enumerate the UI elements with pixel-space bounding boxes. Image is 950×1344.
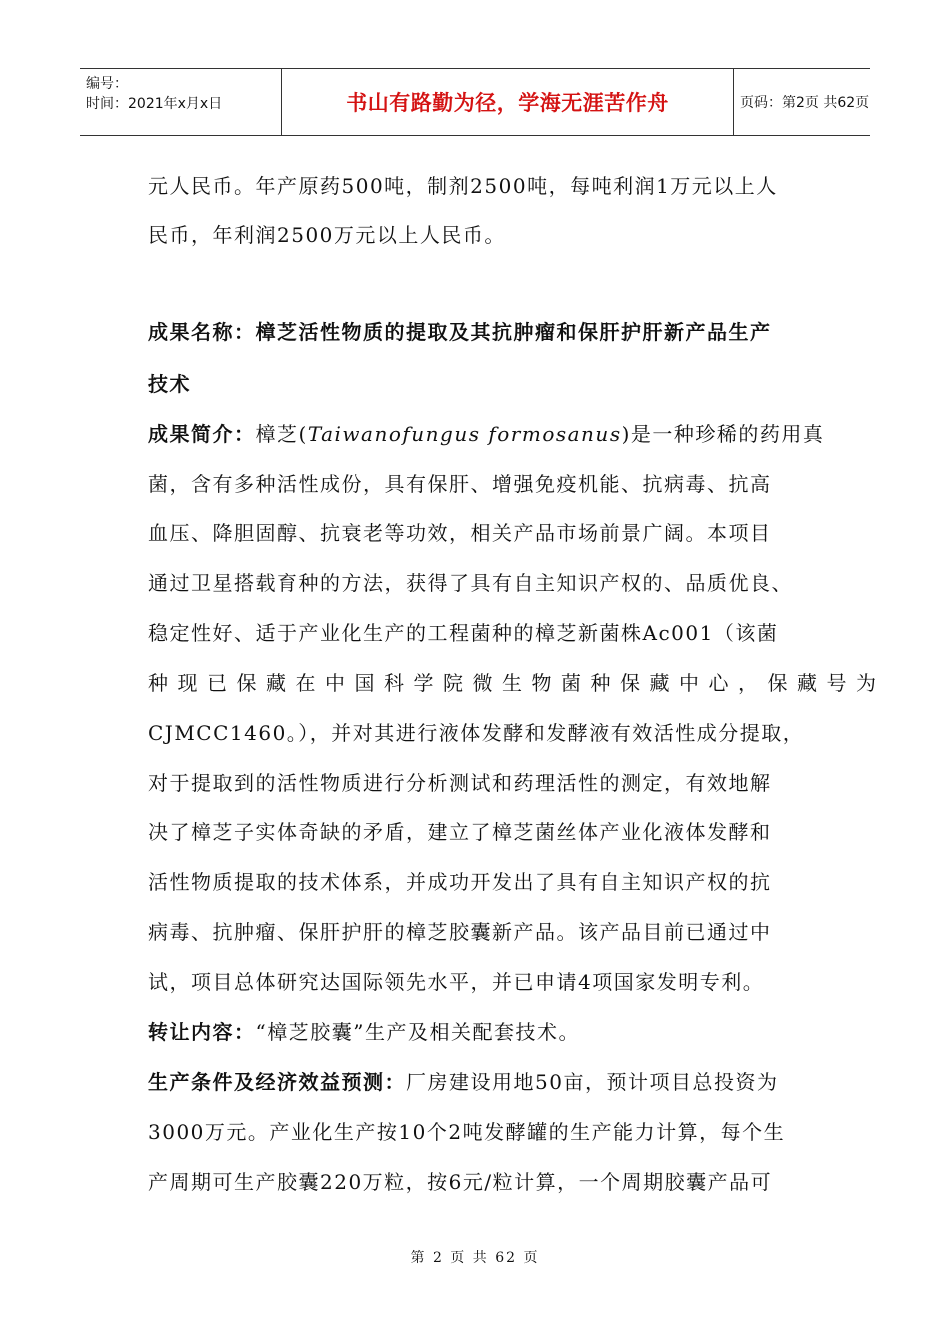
intro-line: 血压、降胆固醇、抗衰老等功效，相关产品市场前景广阔。本项目 — [148, 521, 772, 545]
intro-line: 种现已保藏在中国科学院微生物菌种保藏中心，保藏号为 — [148, 671, 886, 695]
latin-name: Taiwanofungus formosanus — [307, 422, 622, 446]
page-footer: 第 2 页 共 62 页 — [410, 1250, 540, 1266]
header-page-number: 页码：第2页 共62页 — [740, 95, 870, 111]
intro-heading: 成果简介： — [148, 422, 256, 446]
achievement-title-text: 樟芝活性物质的提取及其抗肿瘤和保肝护肝新产品生产 — [255, 320, 772, 344]
achievement-title-continued: 技术 — [148, 372, 191, 396]
header-meta-cell — [80, 69, 282, 135]
intro-line: 对于提取到的活性物质进行分析测试和药理活性的测定，有效地解 — [148, 771, 772, 795]
intro-line: 试，项目总体研究达国际领先水平，并已申请4项国家发明专利。 — [148, 970, 765, 994]
production-line: 3000万元。产业化生产按10个2吨发酵罐的生产能力计算，每个生 — [148, 1120, 786, 1144]
header-motto-cell — [282, 69, 734, 135]
achievement-title — [148, 320, 772, 344]
transfer-line — [148, 1020, 580, 1044]
intro-text-post: )是一种珍稀的药用真 — [621, 422, 825, 446]
document-time-label: 时间：2021年x月x日 — [86, 96, 223, 112]
transfer-text: “樟芝胶囊”生产及相关配套技术。 — [255, 1020, 580, 1044]
paragraph-line: 民币，年利润2500万元以上人民币。 — [148, 223, 506, 247]
intro-first-line — [148, 422, 824, 446]
document-number-label: 编号： — [86, 76, 128, 92]
achievement-title-heading: 成果名称： — [148, 320, 256, 344]
intro-line: CJMCC1460。），并对其进行液体发酵和发酵液有效活性成分提取， — [148, 721, 805, 745]
transfer-heading: 转让内容： — [148, 1020, 256, 1044]
intro-line: 病毒、抗肿瘤、保肝护肝的樟芝胶囊新产品。该产品目前已通过中 — [148, 920, 772, 944]
intro-line: 稳定性好、适于产业化生产的工程菌种的樟芝新菌株Ac001（该菌 — [148, 621, 779, 645]
production-heading: 生产条件及经济效益预测： — [148, 1070, 406, 1094]
page-header — [80, 68, 870, 136]
production-text: 厂房建设用地50亩，预计项目总投资为 — [406, 1070, 779, 1094]
header-motto: 书山有路勤为径，学海无涯苦作舟 — [346, 91, 669, 115]
intro-text-pre: 樟芝( — [255, 422, 308, 446]
intro-line: 通过卫星搭载育种的方法，获得了具有自主知识产权的、品质优良、 — [148, 571, 793, 595]
intro-line: 决了樟芝子实体奇缺的矛盾，建立了樟芝菌丝体产业化液体发酵和 — [148, 820, 772, 844]
intro-line: 菌，含有多种活性成份，具有保肝、增强免疫机能、抗病毒、抗高 — [148, 472, 772, 496]
production-first-line — [148, 1070, 778, 1094]
paragraph-line: 元人民币。年产原药500吨，制剂2500吨，每吨利润1万元以上人 — [148, 174, 778, 198]
header-page-cell — [734, 69, 870, 135]
intro-line: 活性物质提取的技术体系，并成功开发出了具有自主知识产权的抗 — [148, 870, 772, 894]
production-line: 产周期可生产胶囊220万粒，按6元/粒计算，一个周期胶囊产品可 — [148, 1170, 773, 1194]
